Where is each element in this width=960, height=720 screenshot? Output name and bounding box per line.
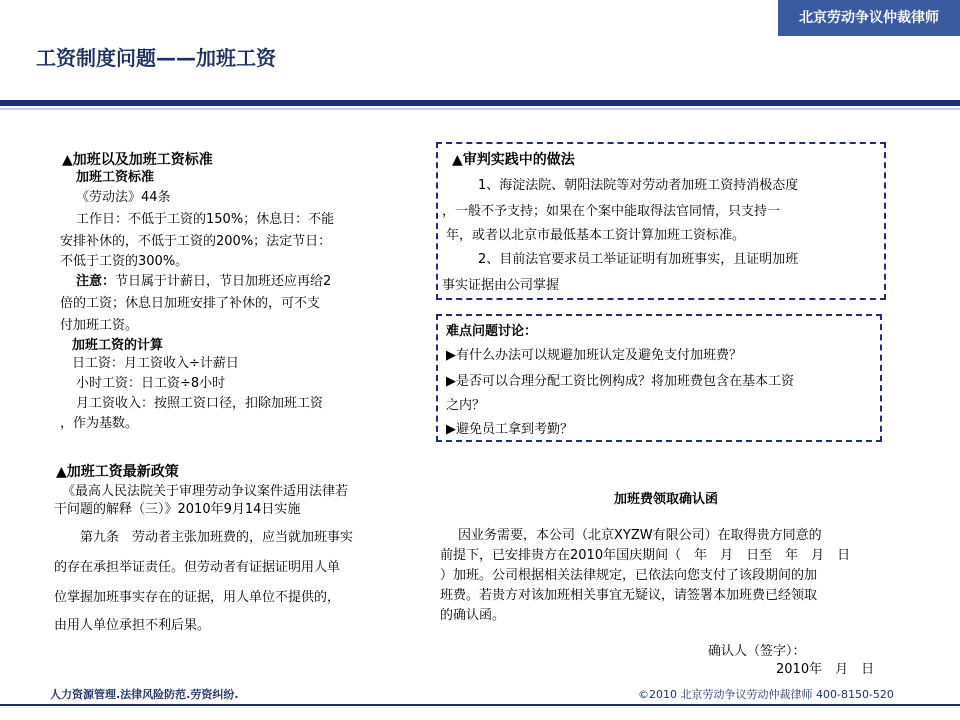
note-label: 注意： xyxy=(76,274,116,289)
letter-l4: 班费。若贵方对该加班相关事宜无疑议，请签署本加班费已经领取 xyxy=(440,588,818,603)
box1-l2: ，一般不予支持；如果在个案中能取得法官同情，只支持一 xyxy=(442,204,781,219)
header-divider xyxy=(0,100,960,106)
footer-tagline: 人力资源管理.法律风险防范.劳资纠纷. xyxy=(50,688,239,701)
section1-c2: 小时工资：日工资÷8小时 xyxy=(76,376,226,391)
section1-p1b: 安排补休的，不低于工资的200%；法定节日： xyxy=(60,234,332,249)
letter-date: 2010年 月 日 xyxy=(776,662,875,677)
box1-l1: 1、海淀法院、朝阳法院等对劳动者加班工资持消极态度 xyxy=(478,178,799,193)
letter-l2: 前提下，已安排贵方在2010年国庆期间（ 年 月 日至 年 月 日 xyxy=(440,548,851,563)
box1-l5: 事实证据由公司掌握 xyxy=(442,278,560,293)
section2-a2: 的存在承担举证责任。但劳动者有证据证明用人单 xyxy=(54,560,341,575)
section1-heading: ▲加班以及加班工资标准 xyxy=(62,152,213,168)
box1-l3: 年，或者以北京市最低基本工资计算加班工资标准。 xyxy=(446,228,746,243)
discussion-box xyxy=(436,314,882,442)
box2-heading: 难点问题讨论： xyxy=(446,324,538,339)
section2-a3: 位掌握加班事实存在的证据，用人单位不提供的， xyxy=(54,590,341,605)
section2-a1: 第九条 劳动者主张加班费的，应当就加班事实 xyxy=(80,530,354,545)
section1-sub2: 加班工资的计算 xyxy=(72,338,164,353)
letter-signature: 确认人（签字）： xyxy=(708,644,806,659)
section1-p1c: 不低于工资的300%。 xyxy=(60,254,189,269)
page-title: 工资制度问题——加班工资 xyxy=(36,46,276,70)
box2-q1: ▶有什么办法可以规避加班认定及避免支付加班费？ xyxy=(446,348,742,363)
letter-l5: 的确认函。 xyxy=(440,608,506,623)
section1-p2a xyxy=(76,272,331,292)
court-practice-box xyxy=(436,142,886,300)
section1-p2b: 倍的工资；休息日加班安排了补休的，可不支 xyxy=(60,296,321,311)
box2-q2a: ▶是否可以合理分配工资比例构成？将加班费包含在基本工资 xyxy=(446,374,794,389)
brand-banner: 北京劳动争议仲裁律师 xyxy=(778,0,960,36)
box2-q2b: 之内？ xyxy=(446,398,486,413)
letter-l3: ）加班。公司根据相关法律规定，已依法向您支付了该段期间的加 xyxy=(440,568,818,583)
letter-title: 加班费领取确认函 xyxy=(614,492,719,507)
section1-sub1: 加班工资标准 xyxy=(76,170,155,185)
section1-law: 《劳动法》44条 xyxy=(76,190,171,205)
footer-copyright: ©2010 北京劳动争议劳动仲裁律师 400-8150-520 xyxy=(638,688,894,701)
section2-a4: 由用人单位承担不利后果。 xyxy=(54,618,211,633)
section1-p2c: 付加班工资。 xyxy=(60,318,139,333)
header-divider-thin xyxy=(0,108,960,110)
section1-c4: ，作为基数。 xyxy=(60,416,139,431)
section2-heading: ▲加班工资最新政策 xyxy=(56,464,179,480)
box1-l4: 2、目前法官要求员工举证证明有加班事实，且证明加班 xyxy=(478,252,799,267)
section2-l1: 《最高人民法院关于审理劳动争议案件适用法律若 xyxy=(62,484,349,499)
note-text: 节日属于计薪日，节日加班还应再给2 xyxy=(115,274,332,289)
footer-divider xyxy=(0,704,960,706)
section2-l2: 干问题的解释（三）》2010年9月14日实施 xyxy=(54,502,301,517)
section1-c1: 日工资：月工资收入÷计薪日 xyxy=(72,356,239,371)
section1-p1a: 工作日：不低于工资的150%；休息日：不能 xyxy=(76,212,335,227)
box2-q3: ▶避免员工拿到考勤？ xyxy=(446,422,573,437)
letter-l1: 因业务需要，本公司（北京XYZW有限公司）在取得贵方同意的 xyxy=(458,528,822,543)
box1-heading: ▲审判实践中的做法 xyxy=(452,152,575,168)
section1-c3: 月工资收入：按照工资口径，扣除加班工资 xyxy=(76,396,324,411)
